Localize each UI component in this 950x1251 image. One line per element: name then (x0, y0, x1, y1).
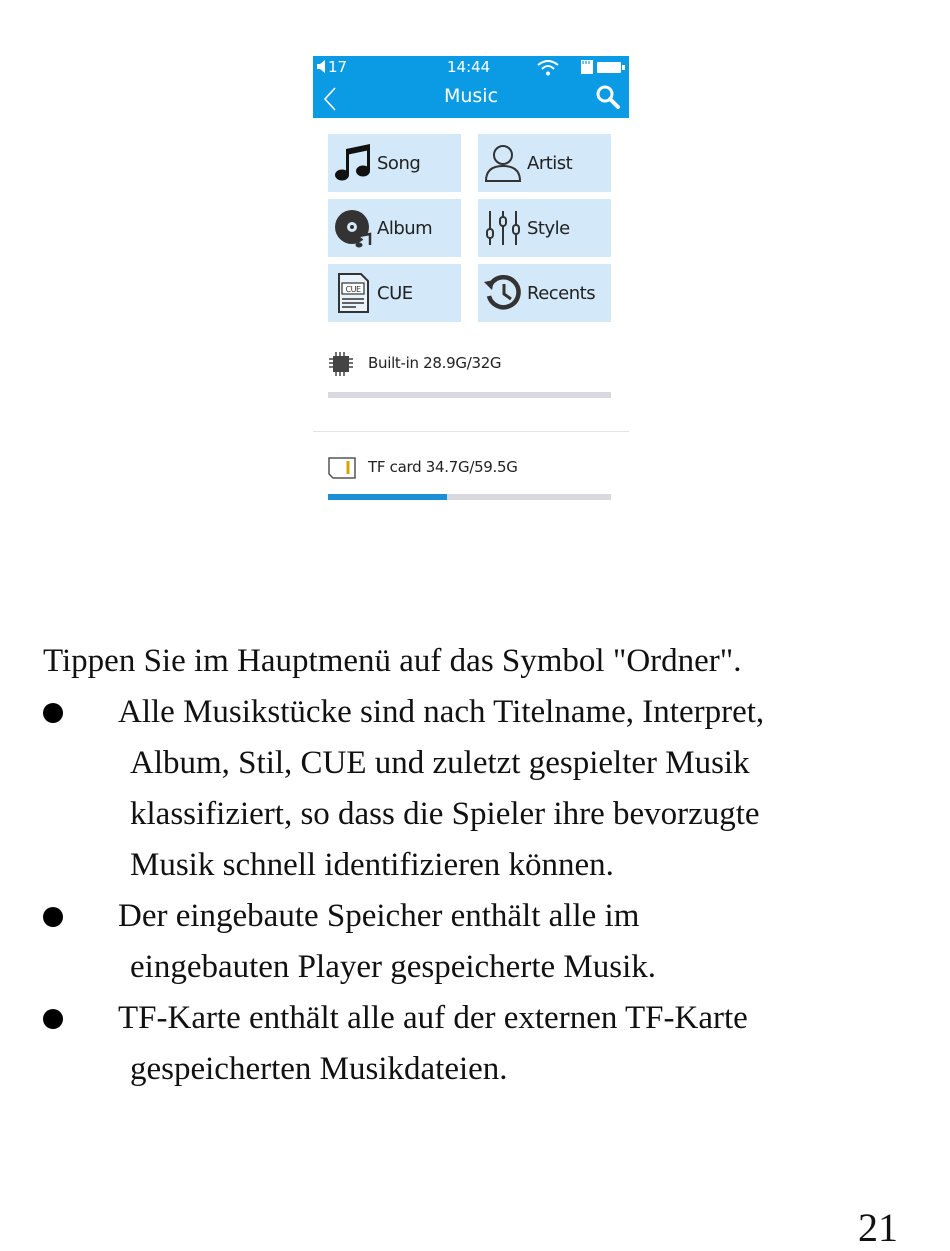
volume-level: 17 (328, 58, 348, 76)
divider (313, 431, 629, 432)
tf-card-storage-fill (328, 494, 447, 500)
tf-card-icon (328, 457, 356, 479)
bullet-1-line-3: klassifiziert, so dass die Spieler ihre bevorzugte (130, 796, 760, 832)
sd-card-icon (581, 60, 593, 74)
clock: 14:44 (447, 58, 491, 76)
page-number: 21 (858, 1205, 898, 1250)
screen-title: Music (443, 85, 499, 107)
tile-artist[interactable] (478, 134, 611, 192)
tile-style[interactable] (478, 199, 611, 257)
bullet-3-line-2: gespeicherten Musikdateien. (130, 1051, 508, 1087)
tile-recents-label: Recents (527, 282, 596, 304)
bullet-1-line-1: Alle Musikstücke sind nach Titelname, Interpret, (118, 694, 765, 730)
bullet-1-line-2: Album, Stil, CUE und zuletzt gespielter Musik (130, 745, 750, 781)
bullet-1 (43, 703, 63, 723)
bullet-2-line-2: eingebauten Player gespeicherte Musik. (130, 949, 656, 985)
speaker-icon (317, 60, 328, 73)
status-bar (313, 56, 629, 118)
builtin-storage-label: Built-in 28.9G/32G (368, 354, 502, 372)
bullet-3-line-1: TF-Karte enthält alle auf der externen TF-Karte (118, 1000, 748, 1036)
tile-cue-label: CUE (377, 282, 413, 304)
bullet-3 (43, 1009, 63, 1029)
tf-card-storage-bar (328, 494, 611, 500)
history-icon (482, 272, 524, 314)
tf-card-storage-label: TF card 34.7G/59.5G (368, 458, 518, 476)
wifi-icon (537, 60, 559, 76)
tile-cue[interactable] (328, 264, 461, 322)
bullet-2 (43, 907, 63, 927)
person-icon (482, 142, 524, 184)
tile-album-label: Album (377, 217, 433, 239)
tile-album[interactable] (328, 199, 461, 257)
search-icon[interactable] (595, 84, 621, 110)
music-note-icon (332, 142, 374, 184)
battery-icon (597, 62, 621, 73)
tile-style-label: Style (527, 217, 570, 239)
chip-icon (328, 351, 354, 377)
tile-artist-label: Artist (527, 152, 573, 174)
disc-icon (332, 207, 374, 249)
bullet-1-line-4: Musik schnell identifizieren können. (130, 847, 614, 883)
cue-file-icon (332, 272, 374, 314)
bullet-2-line-1: Der eingebaute Speicher enthält alle im (118, 898, 640, 934)
music-screenshot (313, 56, 629, 508)
equalizer-icon (482, 207, 524, 249)
builtin-storage-bar (328, 392, 611, 398)
tile-song-label: Song (377, 152, 421, 174)
tile-song[interactable] (328, 134, 461, 192)
svg-text:CUE: CUE (345, 285, 361, 294)
volume-indicator (317, 58, 347, 76)
tile-recents[interactable] (478, 264, 611, 322)
intro-text: Tippen Sie im Hauptmenü auf das Symbol "Ordner". (43, 643, 742, 679)
